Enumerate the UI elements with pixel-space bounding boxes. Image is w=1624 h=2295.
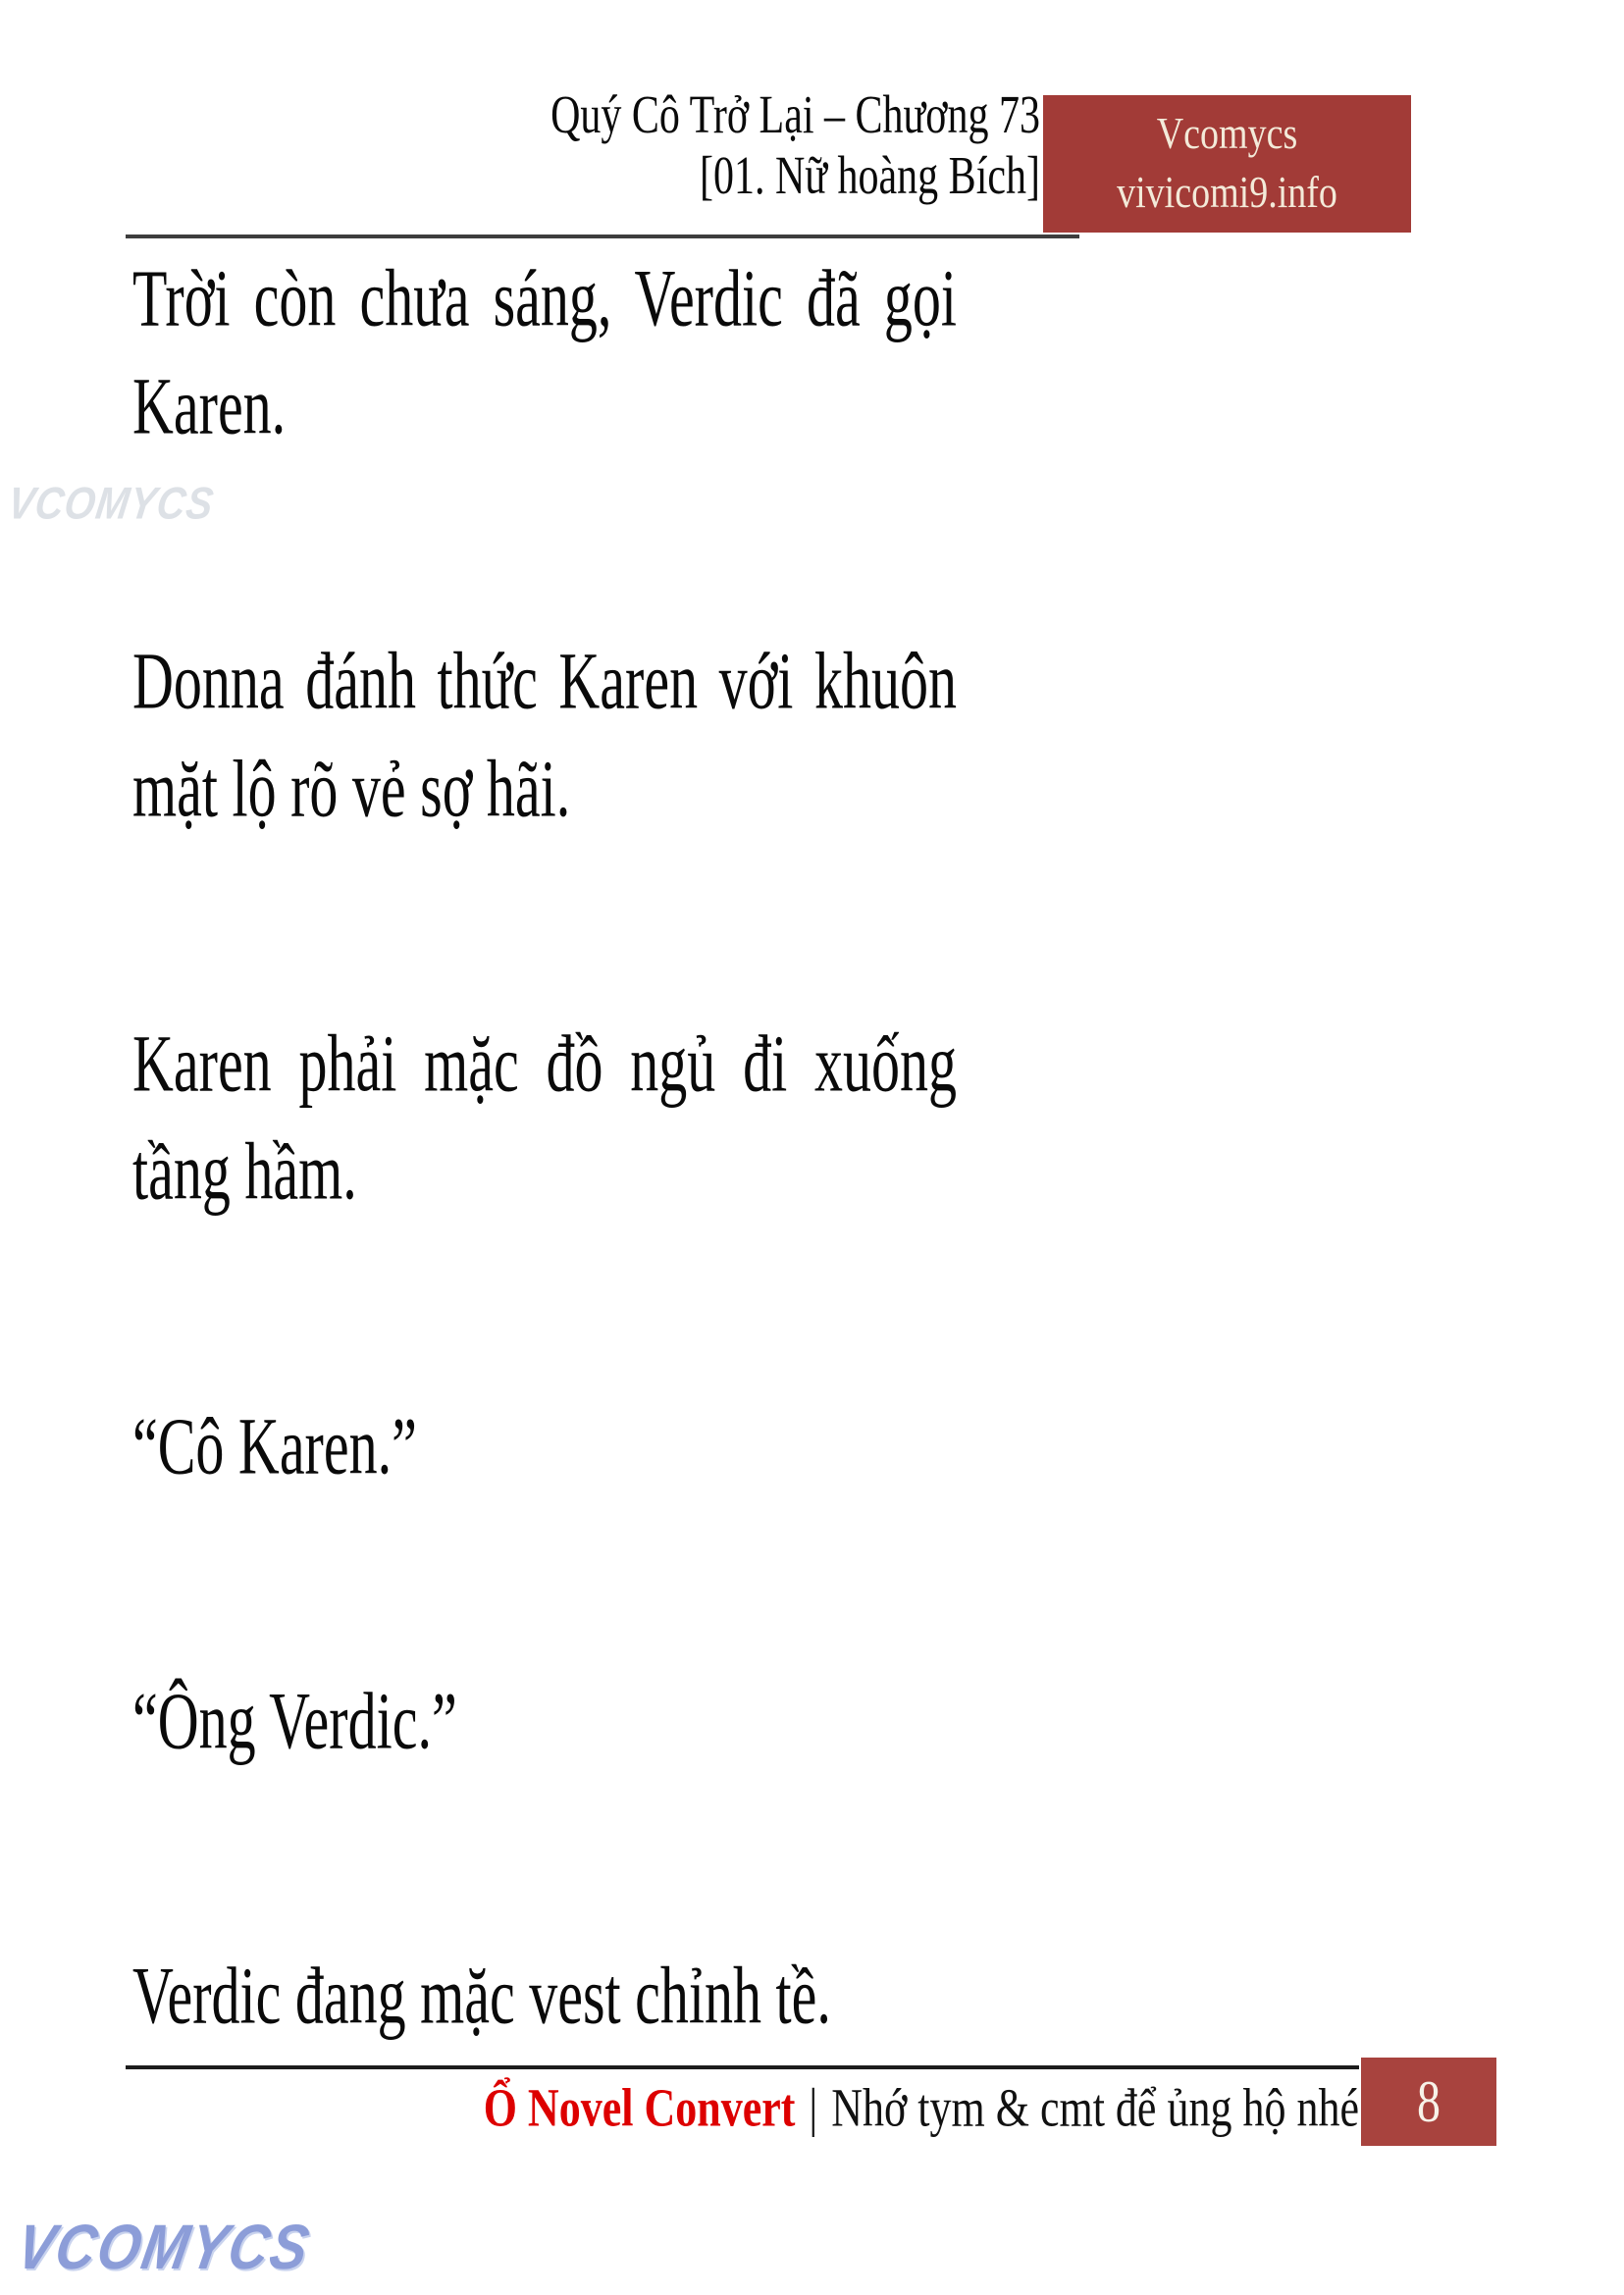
paragraph-line: mặt lộ rõ vẻ sợ hãi. bbox=[132, 743, 571, 834]
paragraph-line: “Ông Verdic.” bbox=[132, 1675, 457, 1766]
left-watermark-logo: VCOMYCS bbox=[4, 479, 218, 529]
paragraph bbox=[132, 248, 957, 464]
brand-site: vivicomi9.info bbox=[1117, 168, 1337, 218]
paragraph bbox=[132, 1671, 957, 1779]
paragraph-line: Verdic đang mặc vest chỉnh tề. bbox=[132, 1950, 831, 2041]
page-number: 8 bbox=[1417, 2068, 1441, 2135]
footer-credit: Ổ Novel Convert bbox=[483, 2077, 796, 2138]
paragraph-line: tầng hầm. bbox=[132, 1125, 357, 1217]
paragraph-line: Karen phải mặc đồ ngủ đi xuống bbox=[132, 1017, 957, 1109]
paragraph-line: Trời còn chưa sáng, Verdic đã gọi bbox=[132, 252, 957, 343]
footer-separator: | bbox=[809, 2077, 818, 2138]
header-title bbox=[550, 86, 1040, 208]
body-paragraphs bbox=[132, 248, 957, 2054]
paragraph-line: Karen. bbox=[132, 360, 287, 451]
brand-box bbox=[1043, 95, 1411, 233]
paragraph bbox=[132, 1014, 957, 1229]
paragraph bbox=[132, 1396, 957, 1504]
paragraph-line: Donna đánh thức Karen với khuôn bbox=[132, 635, 957, 726]
paragraph bbox=[132, 1946, 957, 2054]
header-title-line2: [01. Nữ hoàng Bích] bbox=[699, 147, 1040, 206]
page-number-badge bbox=[1361, 2058, 1496, 2146]
brand-name: Vcomycs bbox=[1156, 109, 1298, 159]
footer-note: Nhớ tym & cmt để ủng hộ nhé bbox=[831, 2077, 1359, 2138]
vcomycs-logo: VCOMYCS bbox=[12, 2211, 316, 2282]
paragraph-line: “Cô Karen.” bbox=[132, 1400, 417, 1491]
footer-text bbox=[484, 2060, 1359, 2158]
header-title-line1: Quý Cô Trở Lại – Chương 73 bbox=[550, 86, 1040, 145]
paragraph bbox=[132, 631, 957, 847]
